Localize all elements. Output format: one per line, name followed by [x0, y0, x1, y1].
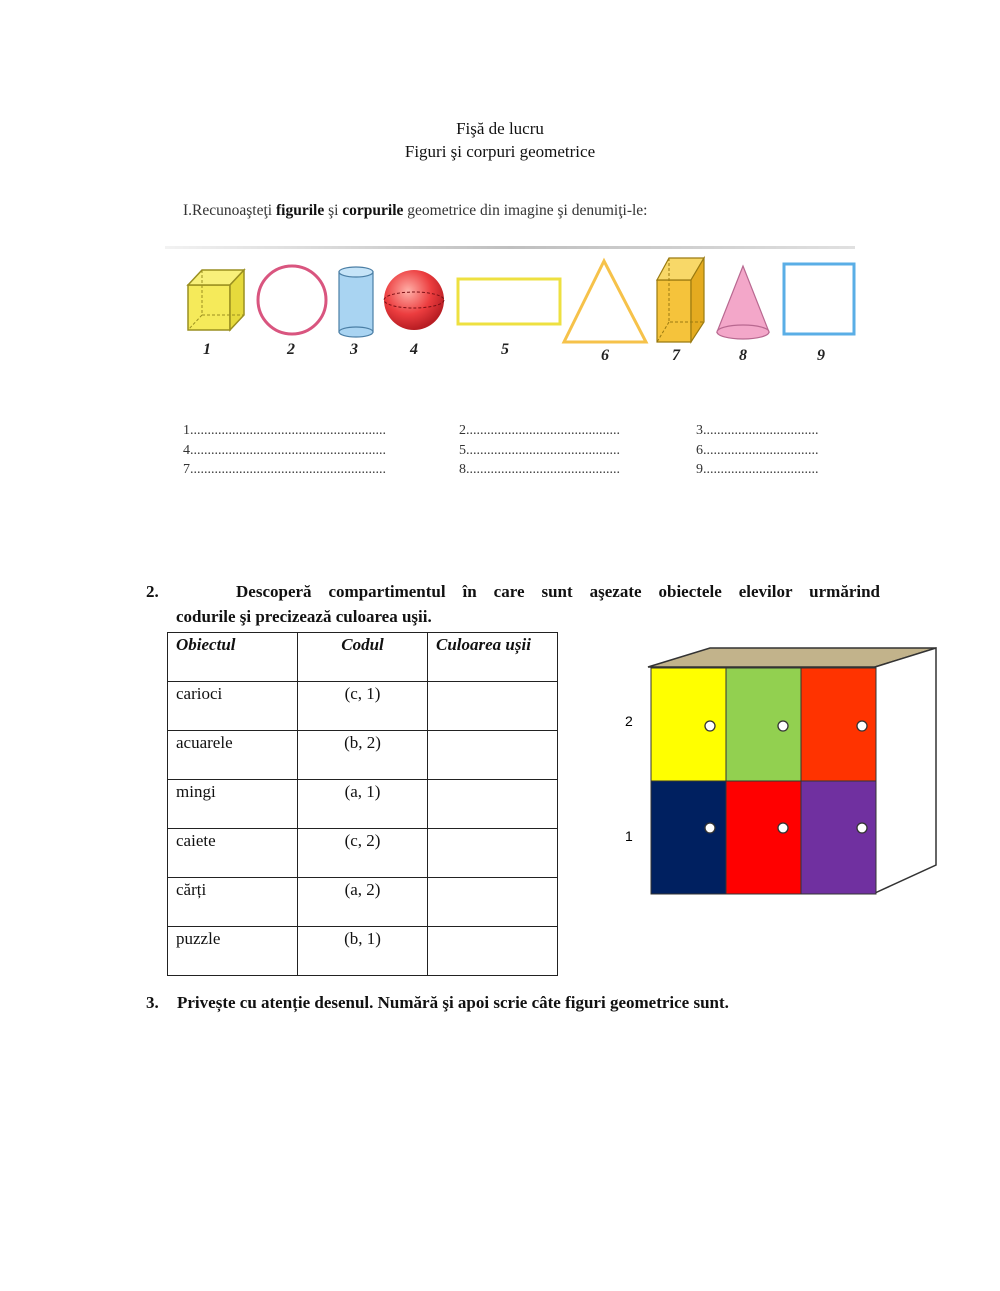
object-cell: caiete: [168, 829, 298, 878]
sphere-shape: [384, 270, 444, 330]
codes-table: [167, 632, 558, 976]
circle-shape: [258, 266, 326, 334]
color-answer-cell[interactable]: [428, 682, 558, 731]
code-cell: (a, 2): [298, 878, 428, 927]
code-cell: (b, 1): [298, 927, 428, 976]
cabinet-drawing: [600, 640, 950, 905]
color-answer-cell[interactable]: [428, 927, 558, 976]
section2-instruction-line2: codurile şi precizează culoarea uşii.: [176, 607, 432, 626]
table-row: [168, 780, 558, 829]
color-answer-cell[interactable]: [428, 878, 558, 927]
shape-number: 1: [203, 341, 211, 358]
answer-line-2[interactable]: 2............................................: [459, 423, 620, 438]
cylinder-shape: [339, 267, 373, 337]
code-cell: (a, 1): [298, 780, 428, 829]
cube-shape: [188, 270, 244, 330]
answer-line-8[interactable]: 8............................................: [459, 462, 620, 477]
worksheet-subtitle: Figuri şi corpuri geometrice: [404, 142, 596, 161]
cuboid-shape: [657, 258, 704, 342]
shape-number: 4: [410, 341, 418, 358]
rectangle-shape: [458, 279, 560, 324]
table-row: [168, 731, 558, 780]
cone-shape: [717, 266, 769, 339]
cabinet-side: [875, 648, 936, 893]
color-answer-cell[interactable]: [428, 731, 558, 780]
header-code: Codul: [298, 633, 428, 682]
door-knob: [857, 823, 867, 833]
table-row: [168, 927, 558, 976]
section2-number: 2.: [146, 582, 159, 601]
door-knob: [778, 823, 788, 833]
answer-line-9[interactable]: 9.................................: [696, 462, 819, 477]
color-answer-cell[interactable]: [428, 780, 558, 829]
square-shape: [784, 264, 854, 334]
object-cell: puzzle: [168, 927, 298, 976]
shape-number: 3: [350, 341, 358, 358]
answer-line-6[interactable]: 6.................................: [696, 443, 819, 458]
row-label-2: 2: [625, 713, 633, 729]
door-b1[interactable]: [726, 781, 801, 894]
answer-line-7[interactable]: 7........................................................: [183, 462, 386, 477]
section1-instruction: I.Recunoaşteţi figurile şi corpurile geometrice din imagine şi denumiţi-le:: [183, 202, 648, 219]
shapes-strip: [160, 250, 860, 370]
door-b2[interactable]: [726, 668, 801, 781]
table-row: [168, 829, 558, 878]
object-cell: mingi: [168, 780, 298, 829]
shape-number: 6: [601, 347, 609, 364]
door-knob: [857, 721, 867, 731]
object-cell: carioci: [168, 682, 298, 731]
header-door-color: Culoarea ușii: [428, 633, 558, 682]
door-knob: [705, 823, 715, 833]
row-label-1: 1: [625, 828, 633, 844]
shape-number: 2: [287, 341, 295, 358]
section2-instruction-line1: Descoperă compartimentul în care sunt aşezate obiectele elevilor urmărind: [236, 582, 880, 601]
section3-instruction: 3. Privește cu atenție desenul. Numără şi apoi scrie câte figuri geometrice sunt.: [146, 993, 729, 1012]
object-cell: acuarele: [168, 731, 298, 780]
answer-line-5[interactable]: 5............................................: [459, 443, 620, 458]
table-row: [168, 878, 558, 927]
code-cell: (c, 1): [298, 682, 428, 731]
object-cell: cărți: [168, 878, 298, 927]
answer-line-4[interactable]: 4........................................................: [183, 443, 386, 458]
door-c1[interactable]: [801, 781, 876, 894]
header-object: Obiectul: [168, 633, 298, 682]
table-row: [168, 682, 558, 731]
door-a1[interactable]: [651, 781, 726, 894]
shape-number: 7: [672, 347, 680, 364]
scan-divider: [165, 246, 855, 249]
worksheet-title: Fişă de lucru: [456, 119, 544, 138]
triangle-shape: [564, 261, 646, 342]
code-cell: (c, 2): [298, 829, 428, 878]
color-answer-cell[interactable]: [428, 829, 558, 878]
door-knob: [778, 721, 788, 731]
door-knob: [705, 721, 715, 731]
shape-number: 8: [739, 347, 747, 364]
table-header-row: [168, 633, 558, 682]
answer-line-1[interactable]: 1........................................................: [183, 423, 386, 438]
answer-line-3[interactable]: 3.................................: [696, 423, 819, 438]
shape-number: 9: [817, 347, 825, 364]
shape-number: 5: [501, 341, 509, 358]
code-cell: (b, 2): [298, 731, 428, 780]
